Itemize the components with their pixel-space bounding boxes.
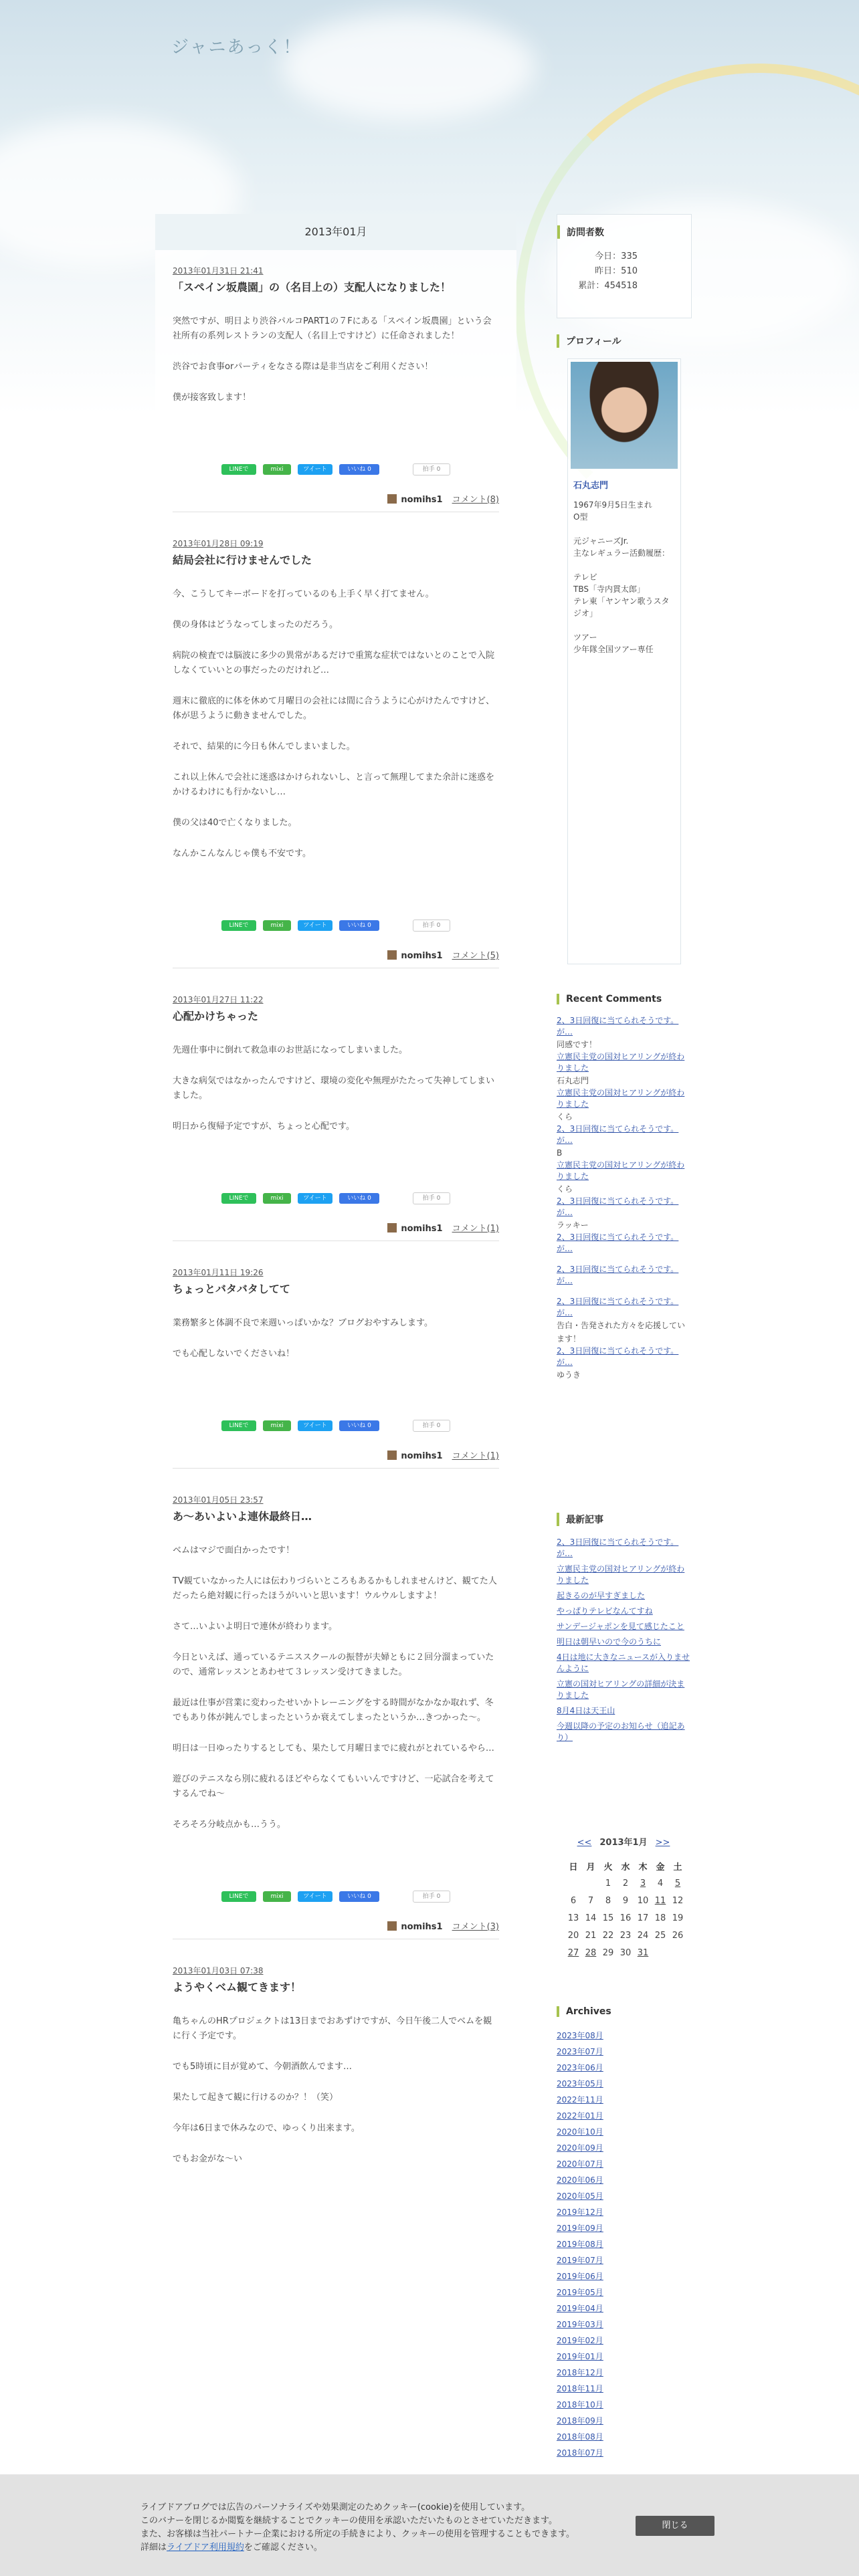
share-buttons bbox=[173, 1190, 499, 1206]
line-share-button[interactable]: LINEで bbox=[221, 1420, 256, 1431]
article-meta bbox=[173, 948, 499, 961]
archive-link[interactable]: 2018年09月 bbox=[557, 2416, 603, 2426]
calendar-weekday: 月 bbox=[586, 1862, 595, 1872]
terms-link[interactable]: ライブドア利用規約 bbox=[167, 2543, 244, 2553]
article bbox=[155, 994, 516, 1241]
article-body bbox=[173, 314, 499, 405]
calendar-weekday: 木 bbox=[638, 1862, 648, 1872]
article-paragraph: TV観ていなかった人には伝わりづらいところもあるかもしれませんけど、観てた人だったら絶対観に行ったほうがいいと思います！ウルウルしますよ！ bbox=[173, 1576, 497, 1601]
article-title[interactable]: あ〜あいよいよ連休最終日… bbox=[173, 1510, 312, 1523]
recent-comments-heading: Recent Comments bbox=[557, 994, 690, 1004]
article-paragraph: 病院の検査では脳波に多少の異常があるだけで重篤な症状ではないとのことで入院しなくていいとの事だったのだけれど… bbox=[173, 651, 495, 675]
calendar-day[interactable]: 28 bbox=[585, 1947, 597, 1958]
article-paragraph: でも心配しないでくださいね！ bbox=[173, 1349, 295, 1359]
latest-post-link[interactable]: 明日は朝早いので今のうちに bbox=[557, 1637, 662, 1646]
latest-post-link[interactable]: 4日は地に大きなニュースが入りませんように bbox=[557, 1652, 690, 1673]
cookie-text bbox=[140, 2501, 622, 2555]
calendar-day: 15 bbox=[602, 1913, 614, 1923]
article-paragraph: それで、結果的に今日も休んでしまいました。 bbox=[173, 742, 355, 752]
article-paragraph: 最近は仕事が営業に変わったせいかトレーニングをする時間がなかなか取れず、冬でもあり体が鈍んでしまったというか衰えてしまったというか…きつかった〜。 bbox=[173, 1698, 494, 1723]
tweet-button[interactable]: ツイート bbox=[298, 920, 332, 931]
profile-text: 1967年9月5日生まれ O型 元ジャニーズJr. 主なレギュラー活動履歴： テレビ TBS「寺内貫太郎」 テレ東「ヤンヤン歌うスタジオ」 ツアー 少年隊全国ツアー専任 bbox=[573, 500, 670, 654]
article-paragraph: 果たして起きて観に行けるのか？！（笑） bbox=[173, 2092, 339, 2103]
clap-button[interactable]: 拍手 0 bbox=[413, 1192, 450, 1204]
article-date[interactable]: 2013年01月03日 07:38 bbox=[173, 1966, 264, 1975]
recent-comment-post-link[interactable]: 2、3日回復に当てられそうです。が… bbox=[557, 1016, 679, 1037]
recent-comment-author: くら bbox=[557, 1112, 573, 1121]
visitors-yesterday: 昨日：510 bbox=[595, 266, 638, 276]
article-paragraph: そろそろ分岐点かも…うう。 bbox=[173, 1820, 286, 1830]
latest-post-link[interactable]: 2、3日回復に当てられそうです。が… bbox=[557, 1537, 679, 1558]
facebook-like-button[interactable]: いいね 0 bbox=[339, 1420, 379, 1431]
facebook-like-button[interactable]: いいね 0 bbox=[339, 464, 379, 475]
calendar-day: 23 bbox=[619, 1930, 632, 1941]
article-paragraph: 明日は一日ゆったりするとしても、果たして月曜日までに疲れがとれているやら… bbox=[173, 1743, 494, 1753]
recent-comment-author: 石丸志門 bbox=[557, 1076, 589, 1085]
recent-comment-author: くら bbox=[557, 1184, 573, 1194]
archive-link[interactable]: 2023年08月 bbox=[557, 2031, 603, 2040]
archive-link[interactable]: 2019年09月 bbox=[557, 2224, 603, 2233]
calendar-weekday: 水 bbox=[621, 1862, 630, 1872]
calendar-day: 12 bbox=[672, 1895, 684, 1906]
cookie-line-2: このバナーを閉じるか閲覧を継続することでクッキーの使用を承認いただいたものとさせていただきます。 bbox=[140, 2516, 557, 2526]
article-comments-link[interactable]: コメント(3) bbox=[452, 1922, 499, 1932]
recent-comment-post-link[interactable]: 立憲民主党の国対ヒアリングが終わりました bbox=[557, 1088, 685, 1109]
calendar-day: 18 bbox=[654, 1913, 666, 1923]
article-body bbox=[173, 1543, 499, 1832]
share-buttons bbox=[173, 461, 499, 477]
calendar-next-link[interactable]: >> bbox=[655, 1838, 670, 1848]
recent-comment-author: B bbox=[557, 1148, 563, 1158]
archive-link[interactable]: 2019年01月 bbox=[557, 2352, 603, 2361]
tweet-button[interactable]: ツイート bbox=[298, 464, 332, 475]
cookie-detail-prefix: 詳細は bbox=[140, 2543, 167, 2553]
article-paragraph: さて…いよいよ明日で連休が終わります。 bbox=[173, 1622, 337, 1632]
calendar-day: 1 bbox=[605, 1878, 611, 1889]
profile-photo bbox=[571, 362, 678, 469]
cookie-line-1: ライブドアブログでは広告のパーソナライズや効果測定のためクッキー(cookie)を使用しています。 bbox=[140, 2502, 531, 2512]
profile-box bbox=[567, 358, 681, 964]
archive-link[interactable]: 2020年05月 bbox=[557, 2191, 603, 2201]
article-body bbox=[173, 1316, 499, 1362]
mixi-share-button[interactable]: mixi bbox=[263, 1420, 291, 1431]
month-header: 2013年01月 bbox=[155, 214, 516, 250]
latest-posts-heading: 最新記事 bbox=[557, 1513, 690, 1526]
recent-comment-author: 告白・告発された方々を応援しています！ bbox=[557, 1321, 686, 1344]
archive-link[interactable]: 2018年11月 bbox=[557, 2384, 603, 2393]
cookie-line-4 bbox=[140, 2541, 622, 2555]
article-separator bbox=[173, 1468, 499, 1469]
article-body bbox=[173, 1043, 499, 1134]
article-paragraph: 渋谷でお食事orパーティをなさる際は是非当店をご利用ください！ bbox=[173, 362, 434, 372]
article-body bbox=[173, 2014, 499, 2167]
article-paragraph: でも5時頃に目が覚めて、今朝酒飲んでます… bbox=[173, 2062, 353, 2072]
article-paragraph: 僕の父は40で亡くなりました。 bbox=[173, 818, 297, 828]
calendar-day: 22 bbox=[602, 1930, 614, 1941]
cookie-close-button[interactable]: 閉じる bbox=[636, 2516, 714, 2536]
article-paragraph: 明日から復帰予定ですが、ちょっと心配です。 bbox=[173, 1121, 355, 1132]
clap-button[interactable]: 拍手 0 bbox=[413, 463, 450, 475]
profile-section bbox=[557, 334, 690, 964]
recent-comment-post-link[interactable]: 2、3日回復に当てられそうです。が… bbox=[557, 1297, 679, 1317]
article-paragraph: 今年は6日まで休みなので、ゆっくり出来ます。 bbox=[173, 2123, 360, 2133]
cookie-detail-suffix: をご確認ください。 bbox=[244, 2543, 322, 2553]
calendar-weekday: 火 bbox=[603, 1862, 613, 1872]
archive-link[interactable]: 2018年10月 bbox=[557, 2400, 603, 2409]
calendar-weekday: 日 bbox=[569, 1862, 578, 1872]
article-meta bbox=[173, 492, 499, 505]
article-paragraph: 大きな病気ではなかったんですけど、環境の変化や無理がたたって失神してしまいました。 bbox=[173, 1076, 495, 1101]
calendar-day: 4 bbox=[657, 1878, 664, 1889]
archive-link[interactable]: 2018年07月 bbox=[557, 2448, 603, 2458]
calendar-day: 16 bbox=[619, 1913, 632, 1923]
archive-link[interactable]: 2018年08月 bbox=[557, 2432, 603, 2442]
recent-comment-post-link[interactable]: 2、3日回復に当てられそうです。が… bbox=[557, 1346, 679, 1367]
article-author[interactable]: nomihs1 bbox=[387, 1224, 442, 1234]
article-paragraph: 遊びのテニスなら別に疲れるほどやらなくてもいいんですけど、一応試合を考えてするんでね〜 bbox=[173, 1774, 494, 1799]
article bbox=[155, 1267, 516, 1469]
latest-post-link[interactable]: 起きるのが早すぎました bbox=[557, 1591, 646, 1600]
article-paragraph: 今、こうしてキーボードを打っているのも上手く早く打てません。 bbox=[173, 589, 434, 599]
article-title[interactable]: ちょっとバタバタしてて bbox=[173, 1283, 290, 1295]
article-comments-link[interactable]: コメント(1) bbox=[452, 1451, 499, 1461]
tweet-button[interactable]: ツイート bbox=[298, 1420, 332, 1431]
recent-comment-author: 同感です！ bbox=[557, 1040, 597, 1049]
tweet-button[interactable]: ツイート bbox=[298, 1891, 332, 1902]
latest-post-link[interactable]: やっぱりテレビなんてすね bbox=[557, 1606, 653, 1616]
recent-comment-post-link[interactable]: 2、3日回復に当てられそうです。が… bbox=[557, 1124, 679, 1145]
recent-comment-post-link[interactable]: 立憲民主党の国対ヒアリングが終わりました bbox=[557, 1160, 685, 1181]
article-title[interactable]: ようやくベム観てきます！ bbox=[173, 1981, 302, 1994]
mixi-share-button[interactable]: mixi bbox=[263, 920, 291, 931]
article-meta bbox=[173, 1448, 499, 1461]
archives-heading: Archives bbox=[557, 2006, 690, 2017]
facebook-like-button[interactable]: いいね 0 bbox=[339, 1193, 379, 1204]
recent-comment-author: ラッキー bbox=[557, 1220, 589, 1230]
archive-link[interactable]: 2019年04月 bbox=[557, 2304, 603, 2313]
recent-comment-author: ゆうき bbox=[557, 1370, 581, 1380]
archive-link[interactable]: 2023年06月 bbox=[557, 2063, 603, 2072]
clap-button[interactable]: 拍手 0 bbox=[413, 920, 450, 932]
share-buttons bbox=[173, 918, 499, 934]
calendar-day[interactable]: 11 bbox=[654, 1895, 666, 1906]
archive-link[interactable]: 2019年02月 bbox=[557, 2336, 603, 2345]
line-share-button[interactable]: LINEで bbox=[221, 1193, 256, 1204]
latest-post-link[interactable]: 8月4日は天王山 bbox=[557, 1706, 615, 1715]
recent-comment-post-link[interactable]: 2、3日回復に当てられそうです。が… bbox=[557, 1265, 679, 1285]
calendar-day bbox=[669, 1944, 686, 1961]
article-date[interactable]: 2013年01月31日 21:41 bbox=[173, 266, 264, 276]
calendar-day: 13 bbox=[567, 1913, 579, 1923]
article-paragraph: 週末に徹底的に体を休めて月曜日の会社には間に合うように心がけたんですけど、体が思うように動きませんでした。 bbox=[173, 696, 495, 721]
latest-post-link[interactable]: 立憲民主党の国対ヒアリングが終わりました bbox=[557, 1564, 685, 1585]
mixi-share-button[interactable]: mixi bbox=[263, 464, 291, 475]
article-date[interactable]: 2013年01月28日 09:19 bbox=[173, 539, 264, 548]
calendar-day bbox=[565, 1874, 582, 1892]
profile-heading: プロフィール bbox=[557, 334, 690, 348]
profile-name[interactable]: 石丸志門 bbox=[573, 481, 609, 491]
calendar-day[interactable]: 3 bbox=[640, 1878, 646, 1889]
article bbox=[155, 538, 516, 968]
site-title[interactable]: ジャニあっく！ bbox=[171, 37, 302, 58]
calendar-table bbox=[565, 1857, 686, 1961]
article-paragraph: なんかこんなんじゃ僕も不安です。 bbox=[173, 849, 311, 859]
article-comments-link[interactable]: コメント(1) bbox=[452, 1224, 499, 1234]
recent-comments-section bbox=[557, 994, 690, 1382]
calendar-day: 8 bbox=[605, 1895, 611, 1906]
recent-comment-post-link[interactable]: 2、3日回復に当てられそうです。が… bbox=[557, 1196, 679, 1217]
recent-comment-post-link[interactable]: 2、3日回復に当てられそうです。が… bbox=[557, 1232, 679, 1253]
calendar-day: 14 bbox=[585, 1913, 597, 1923]
calendar-day: 21 bbox=[585, 1930, 597, 1941]
article-title[interactable]: 心配かけちゃった bbox=[173, 1010, 259, 1023]
visitors-today: 今日：335 bbox=[595, 251, 638, 261]
calendar-weekday: 土 bbox=[673, 1862, 682, 1872]
archive-link[interactable]: 2019年06月 bbox=[557, 2272, 603, 2281]
calendar-day[interactable]: 27 bbox=[567, 1947, 579, 1958]
archive-link[interactable]: 2019年03月 bbox=[557, 2320, 603, 2329]
calendar-day: 19 bbox=[672, 1913, 684, 1923]
calendar-day: 25 bbox=[654, 1930, 666, 1941]
article-title[interactable]: 結局会社に行けませんでした bbox=[173, 554, 312, 566]
archive-link[interactable]: 2023年07月 bbox=[557, 2047, 603, 2056]
archive-link[interactable]: 2018年12月 bbox=[557, 2368, 603, 2377]
line-share-button[interactable]: LINEで bbox=[221, 920, 256, 931]
article-paragraph: 先週仕事中に倒れて救急車のお世話になってしまいました。 bbox=[173, 1045, 408, 1055]
tweet-button[interactable]: ツイート bbox=[298, 1193, 332, 1204]
visitors-box bbox=[557, 214, 692, 318]
line-share-button[interactable]: LINEで bbox=[221, 1891, 256, 1902]
calendar-prev-link[interactable]: << bbox=[577, 1838, 592, 1848]
calendar-day: 10 bbox=[637, 1895, 649, 1906]
calendar-day[interactable]: 5 bbox=[674, 1878, 681, 1889]
article-comments-link[interactable]: コメント(8) bbox=[452, 495, 499, 505]
archives-section bbox=[557, 2006, 690, 2461]
latest-post-link[interactable]: サンデージャポンを見て感じたこと bbox=[557, 1622, 684, 1631]
calendar-day: 29 bbox=[602, 1947, 614, 1958]
main-column bbox=[155, 214, 516, 2183]
article-paragraph: 僕が接客致します！ bbox=[173, 393, 252, 403]
archive-link[interactable]: 2019年05月 bbox=[557, 2288, 603, 2297]
calendar-day: 9 bbox=[622, 1895, 629, 1906]
archive-link[interactable]: 2020年10月 bbox=[557, 2127, 603, 2137]
article bbox=[155, 265, 516, 512]
cookie-line-3: また、お客様は当社パートナー企業における所定の手続きにより、クッキーの使用を管理することもできます。 bbox=[140, 2529, 575, 2539]
archive-link[interactable]: 2020年07月 bbox=[557, 2159, 603, 2169]
mixi-share-button[interactable]: mixi bbox=[263, 1891, 291, 1902]
calendar-section bbox=[557, 1835, 690, 1961]
clap-button[interactable]: 拍手 0 bbox=[413, 1420, 450, 1432]
article-paragraph: でもお金がな〜い bbox=[173, 2154, 243, 2164]
article-paragraph: 僕の身体はどうなってしまったのだろう。 bbox=[173, 620, 339, 630]
line-share-button[interactable]: LINEで bbox=[221, 464, 256, 475]
article-list bbox=[155, 250, 516, 2167]
calendar-day[interactable]: 31 bbox=[637, 1947, 649, 1958]
article-date[interactable]: 2013年01月27日 11:22 bbox=[173, 995, 264, 1004]
article bbox=[155, 1494, 516, 1939]
article-meta bbox=[173, 1919, 499, 1932]
calendar-title: 2013年1月 bbox=[599, 1838, 648, 1848]
archive-link[interactable]: 2022年01月 bbox=[557, 2111, 603, 2121]
article-date[interactable]: 2013年01月11日 19:26 bbox=[173, 1268, 264, 1277]
article-author[interactable]: nomihs1 bbox=[387, 1451, 442, 1461]
cookie-banner bbox=[0, 2474, 859, 2576]
latest-post-link[interactable]: 立憲の国対ヒアリングの詳細が決まりました bbox=[557, 1679, 685, 1700]
mixi-share-button[interactable]: mixi bbox=[263, 1193, 291, 1204]
recent-comment-post-link[interactable]: 立憲民主党の国対ヒアリングが終わりました bbox=[557, 1052, 685, 1073]
visitors-heading: 訪問者数 bbox=[557, 225, 691, 239]
archive-link[interactable]: 2020年09月 bbox=[557, 2143, 603, 2153]
archive-link[interactable]: 2023年05月 bbox=[557, 2079, 603, 2088]
clap-button[interactable]: 拍手 0 bbox=[413, 1891, 450, 1903]
calendar-day: 2 bbox=[622, 1878, 629, 1889]
calendar-day bbox=[582, 1874, 599, 1892]
article-paragraph: これ以上休んで会社に迷惑はかけられないし、と言って無理してまた余計に迷惑をかけるわけにも行かないし… bbox=[173, 772, 495, 797]
article-paragraph: 業務繁多と体調不良で来週いっぱいかな？ブログおやすみします。 bbox=[173, 1318, 433, 1328]
calendar-nav bbox=[557, 1835, 690, 1848]
article-author[interactable]: nomihs1 bbox=[387, 495, 442, 505]
article-paragraph: 亀ちゃんのHRプロジェクトは13日までおあずけですが、今日午後二人でベムを観に行く予定です。 bbox=[173, 2016, 492, 2041]
article-meta bbox=[173, 1221, 499, 1234]
latest-posts-section bbox=[557, 1513, 690, 1747]
article-title[interactable]: 「スペイン坂農園」の（名目上の）支配人になりました！ bbox=[173, 281, 452, 294]
visitors-total: 累計：454518 bbox=[578, 281, 638, 291]
article-date[interactable]: 2013年01月05日 23:57 bbox=[173, 1495, 264, 1505]
article bbox=[155, 1965, 516, 2167]
share-buttons bbox=[173, 1889, 499, 1905]
facebook-like-button[interactable]: いいね 0 bbox=[339, 1891, 379, 1902]
calendar-day: 24 bbox=[637, 1930, 649, 1941]
archive-link[interactable]: 2022年11月 bbox=[557, 2095, 603, 2105]
calendar-day: 17 bbox=[637, 1913, 649, 1923]
calendar-day: 26 bbox=[672, 1930, 684, 1941]
article-paragraph: 今日といえば、通っているテニススクールの振替が夫婦ともに２回分溜まっていたので、通常レッスンとあわせて３レッスン受けてきました。 bbox=[173, 1652, 494, 1677]
calendar-day bbox=[652, 1944, 669, 1961]
article-author[interactable]: nomihs1 bbox=[387, 951, 442, 961]
article-paragraph: 突然ですが、明日より渋谷パルコPART1の７Fにある「スペイン坂農園」という会社所有の系列レストランの支配人（名目上ですけど）に任命されました！ bbox=[173, 316, 492, 341]
calendar-day: 30 bbox=[619, 1947, 632, 1958]
article-comments-link[interactable]: コメント(5) bbox=[452, 951, 499, 961]
facebook-like-button[interactable]: いいね 0 bbox=[339, 920, 379, 931]
archive-link[interactable]: 2020年06月 bbox=[557, 2175, 603, 2185]
calendar-day: 20 bbox=[567, 1930, 579, 1941]
cloud bbox=[281, 13, 535, 120]
article-paragraph: ベムはマジで面白かったです！ bbox=[173, 1545, 295, 1555]
archive-link[interactable]: 2019年08月 bbox=[557, 2240, 603, 2249]
latest-post-link[interactable]: 今週以降の予定のお知らせ（追記あり） bbox=[557, 1721, 685, 1742]
archive-link[interactable]: 2019年07月 bbox=[557, 2256, 603, 2265]
share-buttons bbox=[173, 1418, 499, 1434]
calendar-weekday: 金 bbox=[656, 1862, 665, 1872]
article-author[interactable]: nomihs1 bbox=[387, 1922, 442, 1932]
article-body bbox=[173, 587, 499, 861]
archive-link[interactable]: 2019年12月 bbox=[557, 2208, 603, 2217]
calendar-day: 7 bbox=[587, 1895, 594, 1906]
calendar-day: 6 bbox=[570, 1895, 577, 1906]
